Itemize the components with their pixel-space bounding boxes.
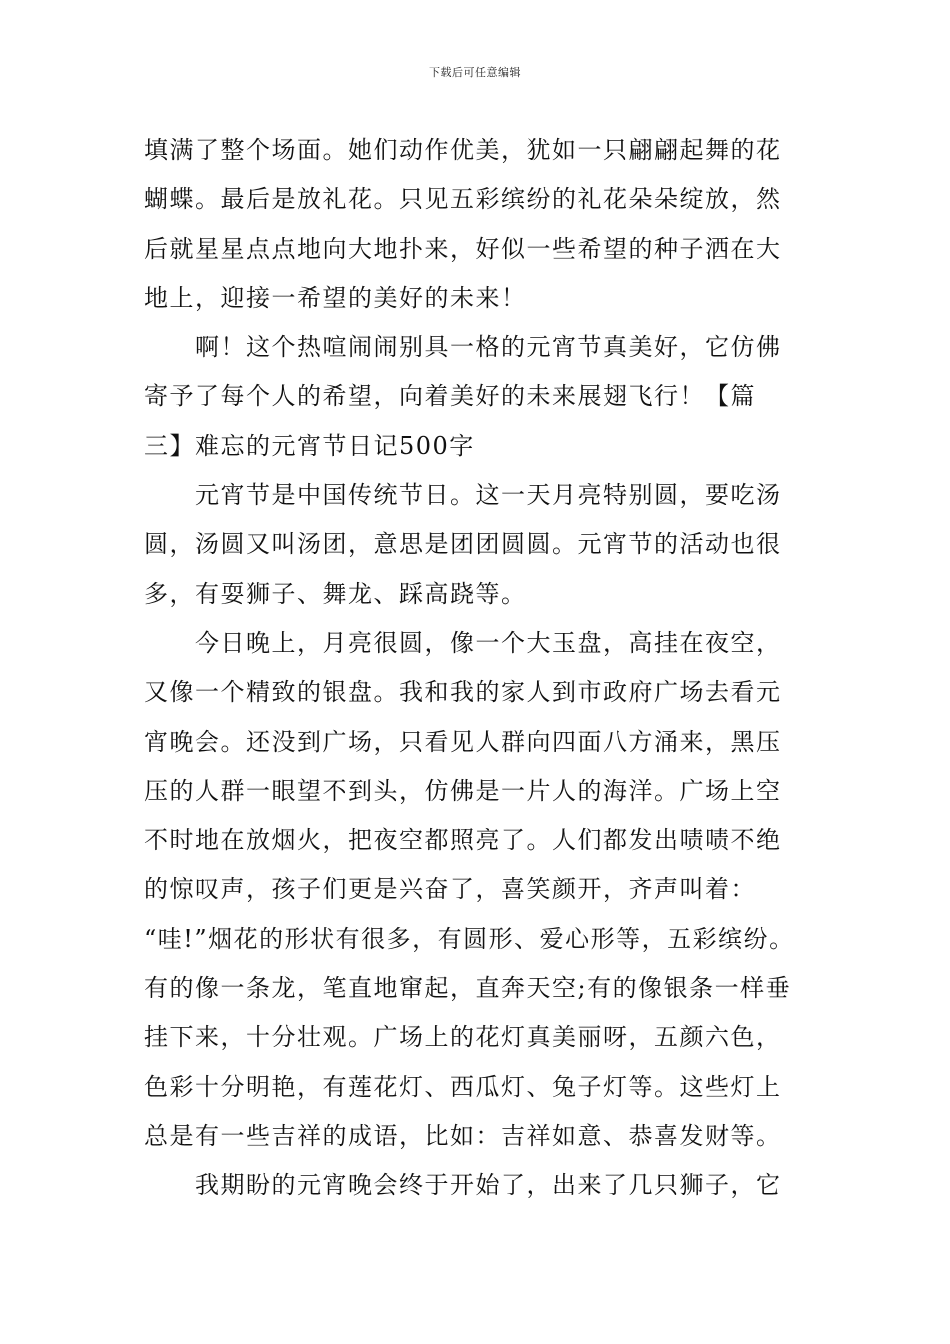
text-line: 后就星星点点地向大地扑来，好似一些希望的种子洒在大 — [144, 234, 782, 263]
text-line: 蝴蝶。最后是放礼花。只见五彩缤纷的礼花朵朵绽放，然 — [144, 185, 782, 214]
text-line: 挂下来，十分壮观。广场上的花灯真美丽呀，五颜六色， — [144, 1023, 782, 1052]
text-line: 压的人群一眼望不到头，仿佛是一片人的海洋。广场上空 — [144, 776, 782, 805]
text-line: “哇!”烟花的形状有很多，有圆形、爱心形等，五彩缤纷。 — [144, 924, 795, 953]
text-line: 有的像一条龙，笔直地窜起，直奔天空;有的像银条一样垂 — [144, 974, 792, 1003]
text-line: 圆，汤圆又叫汤团，意思是团团圆圆。元宵节的活动也很 — [144, 530, 782, 559]
text-line: 宵晚会。还没到广场，只看见人群向四面八方涌来，黑压 — [144, 727, 782, 756]
text-line: 寄予了每个人的希望，向着美好的未来展翅飞行！【篇 — [144, 382, 756, 411]
document-body — [144, 126, 824, 1211]
text-line: 填满了整个场面。她们动作优美，犹如一只翩翩起舞的花 — [144, 136, 782, 164]
text-line: 我期盼的元宵晚会终于开始了，出来了几只狮子，它 — [144, 1171, 782, 1200]
text-line: 的惊叹声，孩子们更是兴奋了，喜笑颜开，齐声叫着： — [144, 875, 756, 904]
text-line: 多，有耍狮子、舞龙、踩高跷等。 — [144, 579, 527, 608]
text-line: 三】难忘的元宵节日记500字 — [144, 431, 475, 460]
text-line: 今日晚上，月亮很圆，像一个大玉盘，高挂在夜空， — [144, 628, 782, 657]
text-line: 元宵节是中国传统节日。这一天月亮特别圆，要吃汤 — [144, 481, 782, 510]
text-line: 总是有一些吉祥的成语，比如：吉祥如意、恭喜发财等。 — [144, 1121, 782, 1150]
page-header: 下载后可任意编辑 — [429, 66, 521, 79]
text-line: 不时地在放烟火，把夜空都照亮了。人们都发出啧啧不绝 — [144, 826, 782, 855]
text-line: 地上，迎接一希望的美好的未来！ — [144, 283, 527, 312]
text-line: 色彩十分明艳，有莲花灯、西瓜灯、兔子灯等。这些灯上 — [144, 1072, 782, 1101]
text-line: 啊！这个热喧闹闹别具一格的元宵节真美好，它仿佛 — [144, 333, 782, 362]
text-line: 又像一个精致的银盘。我和我的家人到市政府广场去看元 — [144, 678, 782, 707]
